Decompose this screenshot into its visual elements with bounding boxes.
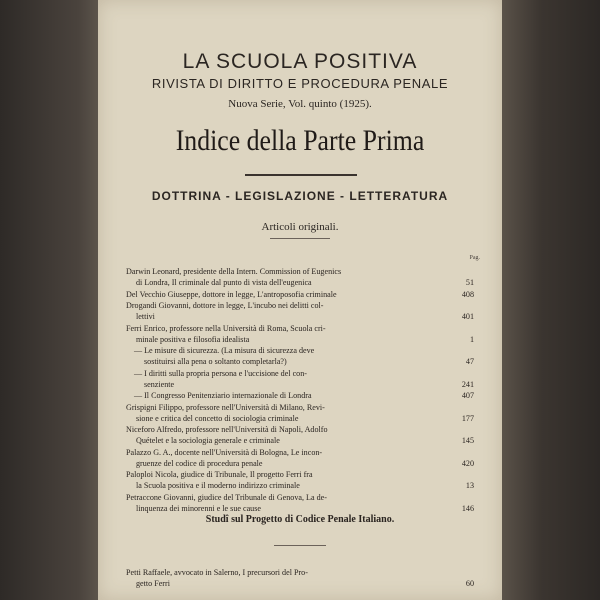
entry-page-number: 51	[465, 278, 474, 287]
series-volume: Nuova Serie, Vol. quinto (1925).	[228, 98, 372, 110]
entry-page-number: 407	[461, 391, 474, 400]
index-entry	[126, 402, 474, 424]
document-page	[98, 0, 502, 600]
entry-line: Darwin Leonard, presidente della Intern. Commission of Eugenics	[126, 267, 342, 276]
entry-line: Paloploi Nicola, giudice di Tribunale, Il progetto Ferri fra	[126, 470, 313, 479]
entry-line: Grispigni Filippo, professore nell'Università di Milano, Revi-	[126, 402, 325, 412]
index-entry	[126, 469, 474, 491]
entry-line: linquenza dei minorenni e le sue cause	[136, 503, 261, 513]
entry-page-number: 146	[461, 503, 474, 513]
entry-line: Ferri Enrico, professore nella Università di Roma, Scuola cri-	[126, 323, 326, 333]
entry-page-number: 60	[465, 579, 474, 588]
journal-subtitle: RIVISTA DI DIRITTO E PROCEDURA PENALE	[151, 76, 449, 91]
index-entry	[126, 447, 474, 469]
index-entry	[126, 345, 474, 367]
entry-page-number: 420	[461, 458, 474, 468]
entry-line: minale positiva e filosofia idealista	[136, 334, 250, 344]
entry-line: Drogandi Giovanni, dottore in legge, L'incubo nei delitti col-	[126, 301, 324, 310]
book-gutter-left	[0, 0, 98, 600]
entry-line: sione e critica del concetto di sociologia criminale	[136, 413, 299, 423]
index-title: Indice della Parte Prima	[175, 124, 425, 157]
entry-line: Petti Raffaele, avvocato in Salerno, I precursori del Pro-	[126, 568, 308, 577]
index-entry	[126, 390, 474, 401]
entry-line: lettivi	[136, 312, 155, 321]
page-column-label: Pag.	[469, 255, 480, 261]
index-entry	[126, 424, 474, 446]
index-entry	[126, 266, 474, 288]
index-entry	[126, 368, 474, 390]
title-divider	[245, 174, 357, 176]
entry-page-number: 13	[465, 481, 474, 490]
entry-page-number: 408	[461, 289, 474, 299]
entry-page-number: 1	[469, 334, 474, 344]
entry-line: Quételet e la sociologia generale e criminale	[136, 436, 280, 445]
section2-heading: Studî sul Progetto di Codice Penale Italiano.	[205, 514, 395, 525]
index-entries	[126, 266, 474, 514]
entry-line: sostituirsi alla pena o soltanto completarla?)	[144, 357, 287, 366]
index-entries-2	[126, 567, 474, 590]
index-entry	[126, 300, 474, 322]
entry-line: la Scuola positiva e il moderno indirizzo criminale	[136, 481, 300, 490]
journal-title: LA SCUOLA POSITIVA	[182, 50, 418, 73]
entry-line: — I diritti sulla propria persona e l'uccisione del con-	[134, 368, 307, 378]
entry-page-number: 241	[461, 379, 474, 389]
section-heading: DOTTRINA - LEGISLAZIONE - LETTERATURA	[151, 189, 449, 203]
entry-line: Niceforo Alfredo, professore nell'Università di Napoli, Adolfo	[126, 425, 328, 434]
index-entry	[126, 289, 474, 300]
index-entry	[126, 567, 474, 589]
entry-line: di Londra, Il criminale dal punto di vista dell'eugenica	[136, 278, 312, 287]
entry-page-number: 145	[461, 436, 474, 445]
section2-divider	[274, 545, 326, 546]
entry-line: gruenze del codice di procedura penale	[136, 458, 263, 468]
entry-line: getto Ferri	[136, 579, 170, 588]
entry-line: senziente	[144, 379, 175, 389]
subsection-divider	[270, 238, 330, 239]
book-edge-right	[502, 0, 600, 600]
index-entry	[126, 492, 474, 514]
entry-line: — Il Congresso Penitenziario internazionale di Londra	[134, 391, 312, 400]
entry-line: Palazzo G. A., docente nell'Università di Bologna, Le incon-	[126, 447, 323, 457]
entry-page-number: 401	[461, 312, 474, 321]
index-entry	[126, 323, 474, 345]
entry-line: Del Vecchio Giuseppe, dottore in legge, L'antroposofia criminale	[126, 289, 337, 299]
entry-line: Petraccone Giovanni, giudice del Tribunale di Genova, La de-	[126, 492, 327, 502]
subsection-heading: Articoli originali.	[261, 221, 339, 233]
entry-page-number: 177	[461, 413, 474, 423]
entry-line: — Le misure di sicurezza. (La misura di sicurezza deve	[134, 346, 315, 355]
entry-page-number: 47	[465, 357, 474, 366]
